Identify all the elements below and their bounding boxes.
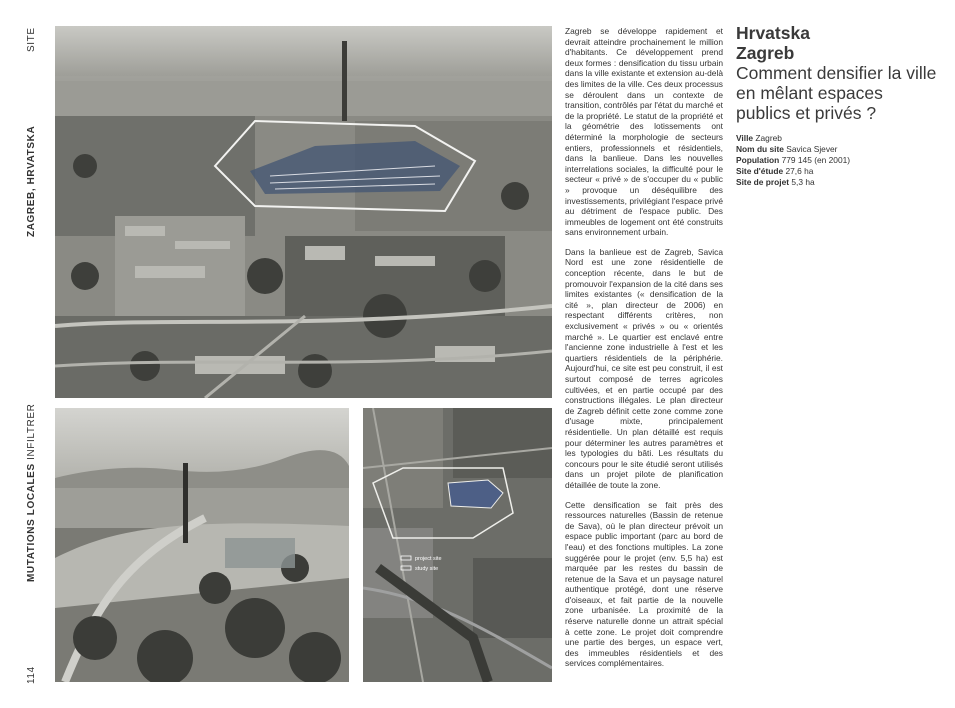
legend-project-site: project site <box>415 556 442 562</box>
body-text <box>565 26 723 678</box>
fact-key: Site de projet <box>736 177 790 187</box>
title-city: Zagreb <box>736 43 795 63</box>
body-paragraph-3: Cette densification se fait près des ressources naturelles (Bassin de retenue de Sava), où le plan directeur prévoit un espace public important (parc au bord de l'eau) et des fonctions multiples. La zone suggérée pour le projet (env. 5,5 ha) est marquée par les restes du bassin de retenue de la Sava et un paysage naturel authentique protégé, dont une réserve d'oiseaux, et fait partie de la nouvelle zone urbanisée. La proximité de la réserve naturelle donne un attrait spécial à cette zone. Le projet doit comprendre une partie des berges, un espace vert, des immeubles résidentiels et des services complémentaires. <box>565 499 723 669</box>
body-paragraph-2: Dans la banlieue est de Zagreb, Savica Nord est une zone résidentielle de conception récente, dans le but de promouvoir l'expansion de la cité dans ses limites existantes (« densification de la cité », plan directeur de 2006) en respectant différents critères, non exclusivement « privés » ou « orientés marché ». Le quartier est enclavé entre l'ancienne zone industrielle à l'est et les quartiers résidentiels de la périphérie. Aujourd'hui, ce site est peu construit, il est surtout composé de terres agricoles cultivées, et en partie occupé par des constructions illégales. Le plan directeur de Zagreb définit cette zone comme zone d'usage mixte, principalement résidentielle. Un plan détaillé est requis pour déterminer les autres paramètres et les typologies du bâti. Les résultats du concours pour le site étudié seront utilisés dans un projet pilote de planification détaillée de toute la zone. <box>565 246 723 490</box>
series-light: INFILTRER <box>26 403 37 460</box>
series-label <box>26 404 37 582</box>
landscape-photo <box>55 408 349 682</box>
legend-study-site: study site <box>415 566 439 572</box>
fact-key: Site d'étude <box>736 166 784 176</box>
fact-key: Nom du site <box>736 144 784 154</box>
title-country: Hrvatska <box>736 23 810 43</box>
fact-value: 27,6 ha <box>785 166 814 176</box>
fact-value: Savica Sjever <box>786 144 838 154</box>
page-number: 114 <box>26 666 37 684</box>
fact-value: Zagreb <box>755 133 782 143</box>
city-label: ZAGREB, HRVATSKA <box>26 125 37 237</box>
fact-row <box>736 155 941 166</box>
fact-row <box>736 133 941 144</box>
satellite-map <box>363 408 552 682</box>
section-label: SITE <box>26 27 37 52</box>
body-paragraph-1: Zagreb se développe rapidement et devrait atteindre prochainement le million d'habitants. Ce développement prend deux formes : densification du tissu urbain dans la ville existante et extension au-delà des limites de la ville. Ces deux processus se déroulent dans un contexte de transition, contrôlés par l'état du marché et de la propriété. Le statut de la propriété et la géométrie des lotissements ont déterminé la morphologie de secteurs entiers, professionnels et résidentiels, dans la banlieue. Dans les nouvelles interrelations sociales, la difficulté pour le secteur « privé » de s'occuper du « public » provoque un déséquilibre des investissements, privilégiant l'espace privé au détriment de l'espace public. Des immeubles de logement ont été construits sans environnement urbain. <box>565 26 724 238</box>
facts-list <box>736 133 941 188</box>
title-subtitle: Comment densifier la ville en mêlant espaces publics et privés ? <box>736 63 937 123</box>
aerial-photo <box>55 26 552 398</box>
fact-key: Population <box>736 155 780 165</box>
fact-value: 5,3 ha <box>791 177 815 187</box>
fact-row <box>736 177 941 188</box>
fact-value: 779 145 (en 2001) <box>781 155 851 165</box>
title-block <box>736 23 941 188</box>
fact-row <box>736 166 941 177</box>
series-bold: MUTATIONS LOCALES <box>26 463 37 582</box>
fact-key: Ville <box>736 133 754 143</box>
fact-row <box>736 144 941 155</box>
